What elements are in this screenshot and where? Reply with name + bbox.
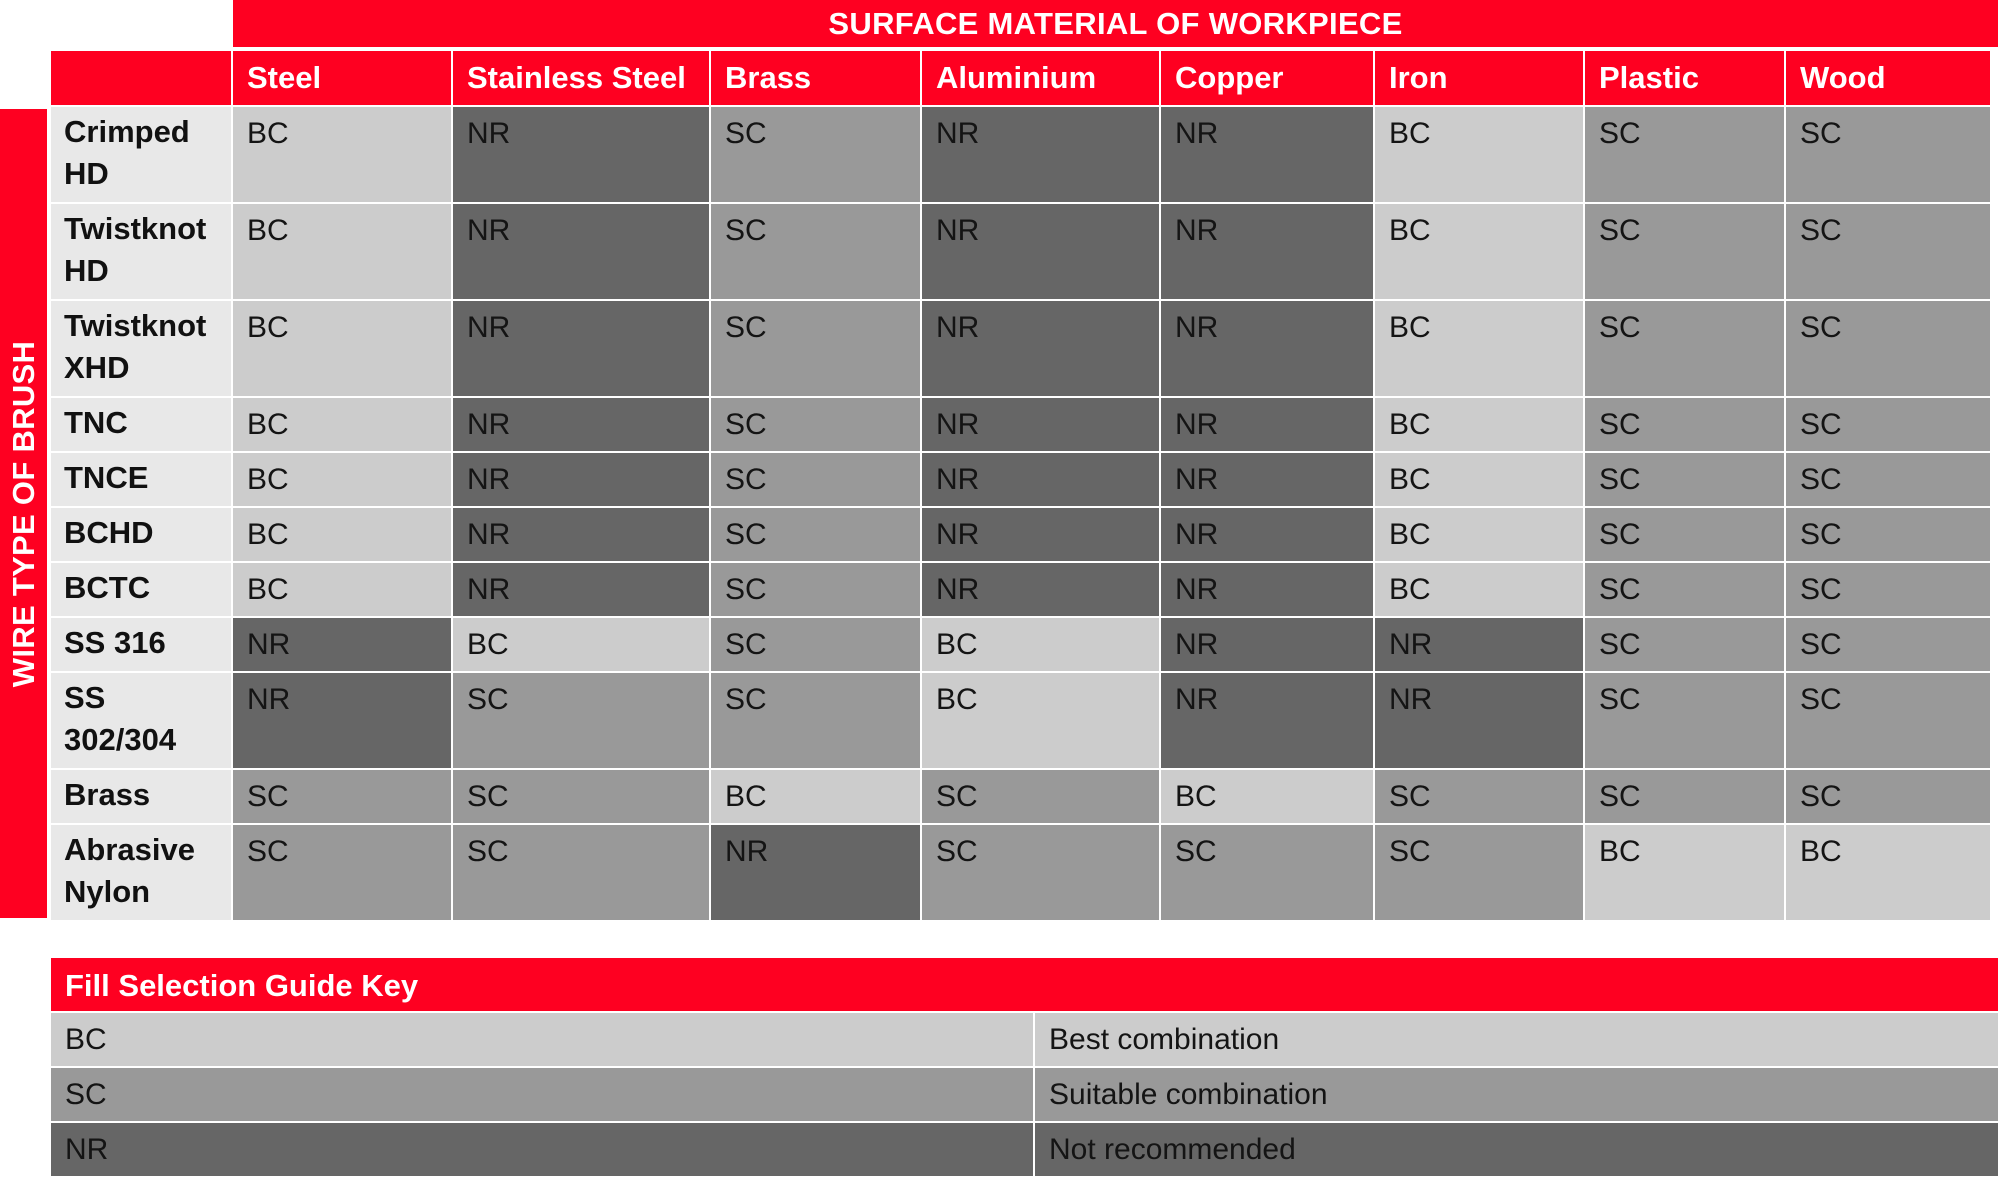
table-cell: NR	[453, 301, 709, 396]
surface-material-header	[233, 0, 1998, 47]
key-code: SC	[51, 1068, 1033, 1121]
column-header: Stainless Steel	[453, 51, 709, 105]
table-cell: NR	[922, 398, 1159, 451]
table-cell: NR	[922, 204, 1159, 299]
column-header: Steel	[233, 51, 451, 105]
table-cell: SC	[1585, 301, 1784, 396]
table-cell: SC	[1375, 825, 1583, 920]
table-cell: BC	[1786, 825, 1990, 920]
column-header: Iron	[1375, 51, 1583, 105]
table-cell: NR	[1161, 618, 1373, 671]
table-cell: BC	[233, 453, 451, 506]
table-cell: SC	[711, 673, 920, 768]
table-cell: NR	[1161, 453, 1373, 506]
table-cell: NR	[1161, 204, 1373, 299]
table-cell: BC	[1161, 770, 1373, 823]
table-cell: BC	[922, 618, 1159, 671]
table-cell: NR	[1161, 563, 1373, 616]
table-cell: BC	[1375, 398, 1583, 451]
table-cell: SC	[711, 107, 920, 202]
row-header: BCTC	[51, 563, 231, 616]
table-cell: BC	[453, 618, 709, 671]
table-cell: SC	[1786, 398, 1990, 451]
row-header: Brass	[51, 770, 231, 823]
table-cell: SC	[1585, 618, 1784, 671]
table-cell: BC	[233, 508, 451, 561]
table-cell: SC	[1786, 618, 1990, 671]
table-cell: SC	[1786, 453, 1990, 506]
wire-type-banner	[0, 109, 47, 918]
table-cell: SC	[1786, 204, 1990, 299]
table-cell: SC	[922, 825, 1159, 920]
table-cell: BC	[233, 398, 451, 451]
table-cell: BC	[233, 301, 451, 396]
table-cell: SC	[1585, 563, 1784, 616]
table-cell: BC	[1375, 563, 1583, 616]
table-cell: NR	[1161, 508, 1373, 561]
row-header: SS 302/304	[51, 673, 231, 768]
key-row	[51, 1123, 1998, 1176]
table-cell: SC	[233, 770, 451, 823]
table-cell: NR	[233, 673, 451, 768]
table-cell: BC	[1375, 508, 1583, 561]
selection-table	[51, 51, 1998, 920]
table-cell: SC	[1786, 563, 1990, 616]
table-cell: BC	[711, 770, 920, 823]
table-cell: SC	[711, 563, 920, 616]
table-cell: NR	[922, 301, 1159, 396]
key-description: Not recommended	[1035, 1123, 1998, 1176]
table-cell: SC	[1585, 673, 1784, 768]
row-header: BCHD	[51, 508, 231, 561]
row-header: Abrasive Nylon	[51, 825, 231, 920]
table-cell: NR	[711, 825, 920, 920]
table-cell: SC	[1585, 508, 1784, 561]
table-corner	[51, 51, 231, 105]
table-cell: SC	[453, 770, 709, 823]
table-cell: SC	[1375, 770, 1583, 823]
column-header: Brass	[711, 51, 920, 105]
table-cell: SC	[1786, 673, 1990, 768]
table-cell: SC	[1161, 825, 1373, 920]
key-description: Best combination	[1035, 1013, 1998, 1066]
table-cell: BC	[233, 204, 451, 299]
table-cell: BC	[1375, 453, 1583, 506]
table-cell: SC	[711, 398, 920, 451]
table-cell: NR	[922, 563, 1159, 616]
table-cell: NR	[453, 563, 709, 616]
table-cell: SC	[1585, 107, 1784, 202]
table-cell: NR	[453, 204, 709, 299]
table-cell: NR	[453, 453, 709, 506]
table-cell: BC	[233, 107, 451, 202]
table-cell: NR	[1161, 673, 1373, 768]
column-header: Wood	[1786, 51, 1990, 105]
table-cell: SC	[1786, 770, 1990, 823]
key-code: BC	[51, 1013, 1033, 1066]
table-cell: NR	[453, 107, 709, 202]
table-cell: NR	[453, 398, 709, 451]
column-header: Plastic	[1585, 51, 1784, 105]
table-cell: NR	[1161, 301, 1373, 396]
table-cell: SC	[1585, 204, 1784, 299]
table-cell: NR	[1375, 673, 1583, 768]
table-cell: NR	[453, 508, 709, 561]
table-cell: SC	[453, 825, 709, 920]
table-cell: BC	[1375, 301, 1583, 396]
table-cell: SC	[1585, 770, 1784, 823]
table-cell: SC	[1585, 453, 1784, 506]
table-cell: NR	[1375, 618, 1583, 671]
table-cell: SC	[711, 508, 920, 561]
table-cell: NR	[233, 618, 451, 671]
row-header: Crimped HD	[51, 107, 231, 202]
table-cell: BC	[1375, 204, 1583, 299]
table-cell: SC	[453, 673, 709, 768]
table-cell: SC	[1786, 301, 1990, 396]
row-header: SS 316	[51, 618, 231, 671]
table-cell: SC	[1786, 107, 1990, 202]
column-header: Copper	[1161, 51, 1373, 105]
column-header: Aluminium	[922, 51, 1159, 105]
table-cell: BC	[1585, 825, 1784, 920]
row-header: TNC	[51, 398, 231, 451]
table-cell: SC	[711, 618, 920, 671]
key-row	[51, 1068, 1998, 1121]
table-cell: BC	[1375, 107, 1583, 202]
table-cell: SC	[233, 825, 451, 920]
surface-material-title: SURFACE MATERIAL OF WORKPIECE	[828, 5, 1403, 41]
table-cell: BC	[233, 563, 451, 616]
key-code: NR	[51, 1123, 1033, 1176]
row-header: TNCE	[51, 453, 231, 506]
table-cell: NR	[922, 508, 1159, 561]
table-cell: SC	[922, 770, 1159, 823]
table-cell: NR	[1161, 398, 1373, 451]
table-cell: NR	[922, 453, 1159, 506]
key-description: Suitable combination	[1035, 1068, 1998, 1121]
table-cell: SC	[711, 453, 920, 506]
table-cell: SC	[711, 204, 920, 299]
table-cell: SC	[1585, 398, 1784, 451]
row-header: Twistknot HD	[51, 204, 231, 299]
fill-selection-key	[51, 958, 1998, 1176]
table-cell: SC	[1786, 508, 1990, 561]
key-title: Fill Selection Guide Key	[51, 958, 1998, 1011]
table-cell: BC	[922, 673, 1159, 768]
table-cell: NR	[922, 107, 1159, 202]
wire-type-title: WIRE TYPE OF BRUSH	[5, 340, 41, 687]
table-cell: NR	[1161, 107, 1373, 202]
table-cell: SC	[711, 301, 920, 396]
key-row	[51, 1013, 1998, 1066]
row-header: Twistknot XHD	[51, 301, 231, 396]
